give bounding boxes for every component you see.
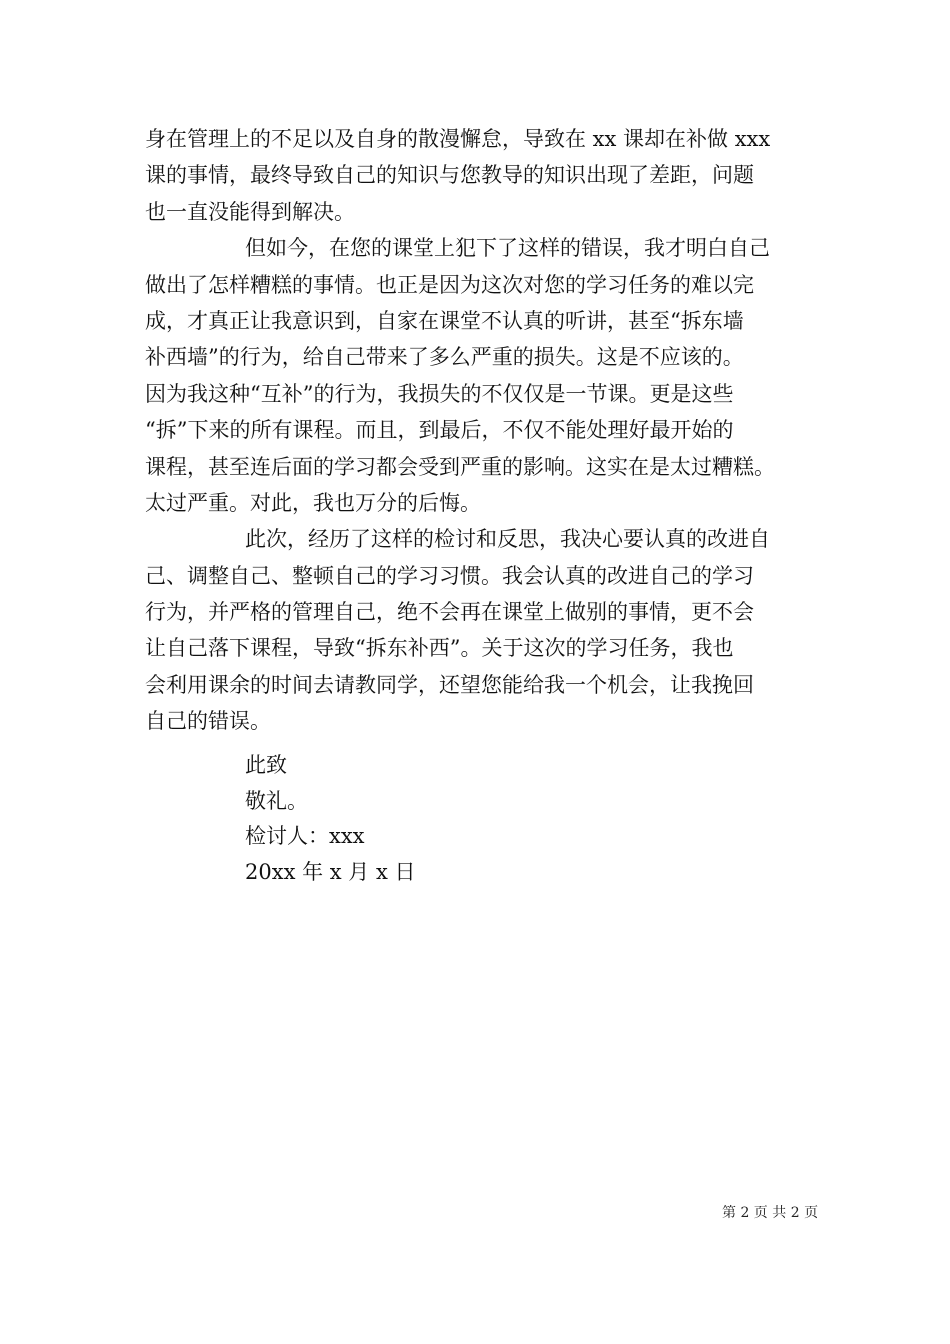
text-line: 课的事情，最终导致自己的知识与您教导的知识出现了差距，问题 <box>145 163 754 188</box>
date-line: 20xx 年 x 月 x 日 <box>245 859 416 884</box>
text-line: 做出了怎样糟糕的事情。也正是因为这次对您的学习任务的难以完 <box>145 272 754 297</box>
text-line: 己、调整自己、整顿自己的学习习惯。我会认真的改进自己的学习 <box>145 563 754 588</box>
text-line: 太过严重。对此，我也万分的后悔。 <box>145 490 481 515</box>
page-number: 第 2 页 共 2 页 <box>722 1205 819 1221</box>
text-line: 补西墙”的行为，给自己带来了多么严重的损失。这是不应该的。 <box>145 345 744 370</box>
text-line: “拆”下来的所有课程。而且，到最后，不仅不能处理好最开始的 <box>145 418 734 443</box>
text-line: 因为我这种“互补”的行为，我损失的不仅仅是一节课。更是这些 <box>145 381 734 406</box>
paragraph <box>145 230 825 521</box>
text-line: 会利用课余的时间去请教同学，还望您能给我一个机会，让我挽回 <box>145 672 754 697</box>
text-line: 课程，甚至连后面的学习都会受到严重的影响。这实在是太过糟糕。 <box>145 454 775 479</box>
letter-closing <box>245 748 415 890</box>
letter-body <box>145 121 825 740</box>
text-line: 行为，并严格的管理自己，绝不会再在课堂上做别的事情，更不会 <box>145 600 754 625</box>
signer-line: 检讨人：xxx <box>245 824 365 848</box>
text-line: 自己的错误。 <box>145 709 271 734</box>
text-line: 身在管理上的不足以及自身的散漫懈怠，导致在 xx 课却在补做 xxx <box>145 127 771 151</box>
paragraph <box>145 521 825 739</box>
text-line: 成，才真正让我意识到，自家在课堂不认真的听讲，甚至“拆东墙 <box>145 308 744 333</box>
closing-respect: 敬礼。 <box>245 788 308 813</box>
closing-salutation: 此致 <box>245 753 287 777</box>
text-line: 让自己落下课程，导致“拆东补西”。关于这次的学习任务，我也 <box>145 636 734 661</box>
paragraph <box>145 121 825 230</box>
text-line: 此次，经历了这样的检讨和反思，我决心要认真的改进自 <box>245 527 770 552</box>
text-line: 也一直没能得到解决。 <box>145 199 355 224</box>
text-line: 但如今，在您的课堂上犯下了这样的错误，我才明白自己 <box>245 236 770 261</box>
